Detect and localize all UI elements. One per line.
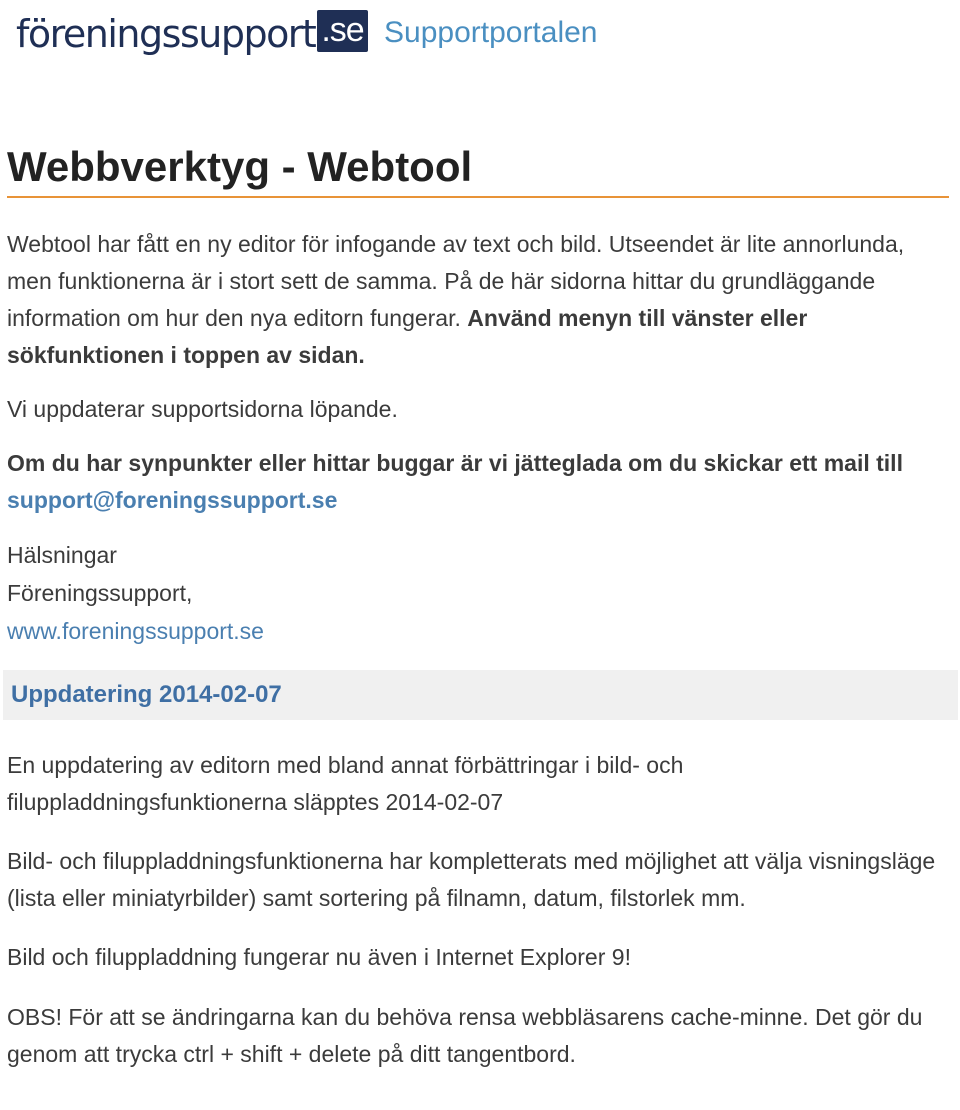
feedback-text: Om du har synpunkter eller hittar buggar är vi jätteglada om du skickar ett mail till bbox=[7, 450, 903, 476]
signature: Föreningssupport, bbox=[7, 580, 193, 606]
greeting-block bbox=[7, 536, 949, 650]
intro-text: Webtool har fått en ny editor för infogande av text och bild. Utseendet är lite annorlunda, men funktionerna är i stort sett de samma. På de här sidorna hittar du grundläggande information om hur den nya editorn fungerar. bbox=[7, 231, 905, 331]
update-heading: Uppdatering 2014-02-07 bbox=[3, 670, 958, 720]
greeting: Hälsningar bbox=[7, 542, 117, 568]
update-paragraph: OBS! För att se ändringarna kan du behöva rensa webbläsarens cache-minne. Det gör du genom att trycka ctrl + shift + delete på ditt tangentbord. bbox=[7, 1004, 923, 1067]
main-content bbox=[7, 140, 949, 1073]
update-paragraph: En uppdatering av editorn med bland annat förbättringar i bild- och filuppladdningsfunktionerna släpptes 2014-02-07 bbox=[7, 752, 684, 815]
logo-text: föreningssupport bbox=[16, 12, 316, 56]
site-logo[interactable] bbox=[16, 4, 368, 56]
update-paragraph: Bild- och filuppladdningsfunktionerna har kompletterats med möjlighet att välja visningsläge (lista eller miniatyrbilder) samt sortering på filnamn, datum, filstorlek mm. bbox=[7, 848, 936, 911]
site-header bbox=[0, 0, 960, 70]
intro-paragraph bbox=[7, 226, 949, 374]
page-title: Webbverktyg - Webtool bbox=[7, 140, 949, 198]
logo-domain-badge: .se bbox=[317, 10, 367, 52]
update-note: Vi uppdaterar supportsidorna löpande. bbox=[7, 396, 398, 422]
support-portal-link[interactable]: Supportportalen bbox=[384, 16, 598, 49]
update-paragraph: Bild och filuppladdning fungerar nu även i Internet Explorer 9! bbox=[7, 944, 631, 970]
feedback-paragraph bbox=[7, 445, 949, 519]
support-email-link[interactable]: support@foreningssupport.se bbox=[7, 487, 338, 513]
intro-instruction: Använd menyn till vänster eller sökfunktionen i toppen av sidan. bbox=[7, 305, 808, 368]
website-link[interactable]: www.foreningssupport.se bbox=[7, 618, 264, 644]
